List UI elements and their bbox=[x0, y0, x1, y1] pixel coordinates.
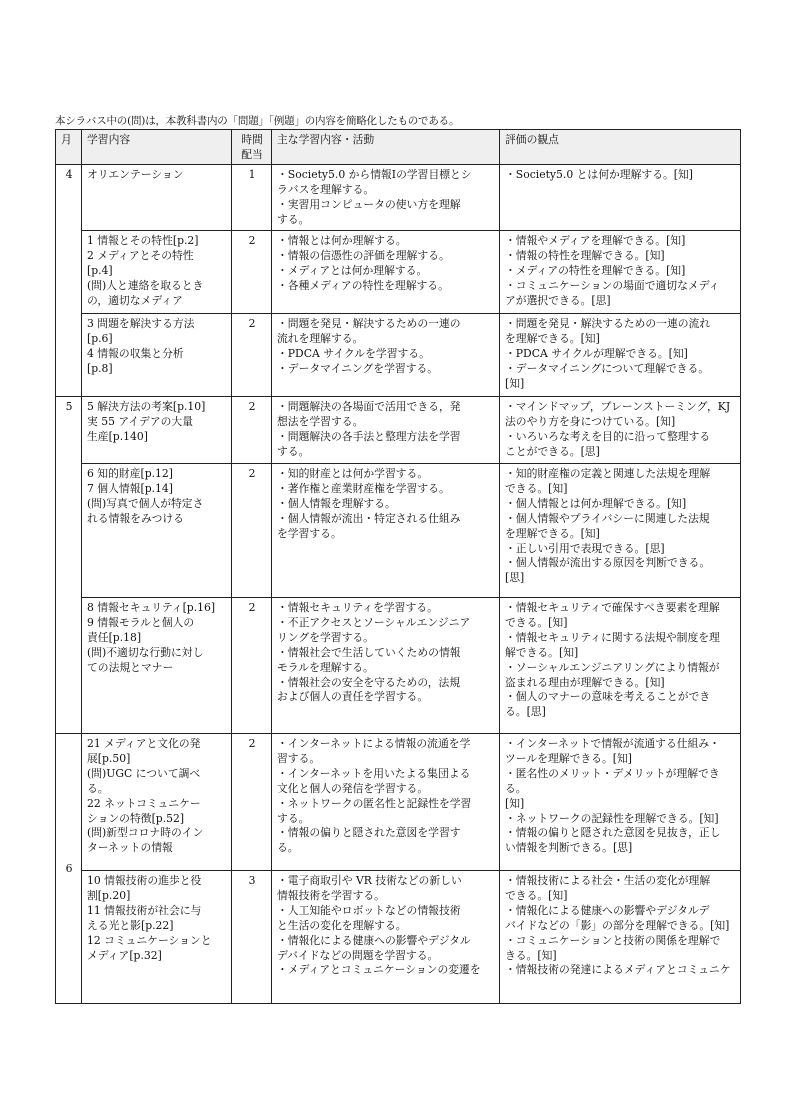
evaluation-cell-line: ・コミュニケーションと技術の関係を理解で bbox=[505, 933, 721, 947]
learning-content-cell-line: 12 コミュニケーションと bbox=[87, 933, 212, 947]
header-row bbox=[56, 130, 741, 165]
activities-cell-line: る。 bbox=[277, 841, 299, 855]
evaluation-cell bbox=[500, 598, 741, 734]
month-cell: 4 bbox=[56, 165, 82, 397]
evaluation-cell-line: る。[思] bbox=[505, 705, 546, 719]
evaluation-cell-line: い情報を判断できる。[思] bbox=[505, 841, 633, 855]
activities-cell-line: する。 bbox=[277, 212, 310, 226]
learning-content-cell-line: 3 問題を解決する方法 bbox=[87, 317, 195, 331]
learning-content-cell-line: 21 メディアと文化の発 bbox=[87, 737, 201, 751]
learning-content-cell-line: 6 知的財産[p.12] bbox=[87, 467, 173, 481]
table-row bbox=[56, 871, 741, 1004]
table-row bbox=[56, 165, 741, 231]
table-row bbox=[56, 397, 741, 464]
evaluation-cell-line: ・ネットワークの記録性を理解できる。[知] bbox=[505, 811, 719, 825]
activities-cell bbox=[272, 231, 500, 314]
learning-content-cell-line: 7 個人情報[p.14] bbox=[87, 482, 173, 496]
evaluation-cell-line: を理解できる。[知] bbox=[505, 526, 600, 540]
learning-content-cell-line: 展[p.50] bbox=[87, 752, 131, 766]
activities-cell-line: 想法を学習する。 bbox=[277, 415, 364, 429]
activities-cell-line: ・知的財産とは何か学習する。 bbox=[277, 467, 429, 481]
evaluation-cell-line: ・情報技術による社会・生活の変化が理解 bbox=[505, 874, 711, 888]
hours-cell: 1 bbox=[232, 165, 272, 231]
activities-cell-line: ・人工知能やロボットなどの情報技術 bbox=[277, 903, 461, 917]
learning-content-cell-line: (問)UGC について調べ bbox=[87, 766, 201, 780]
learning-content-cell-line: 10 情報技術の進歩と役 bbox=[87, 874, 202, 888]
hours-cell: 2 bbox=[232, 734, 272, 871]
learning-content-cell bbox=[82, 464, 232, 598]
learning-content-cell-line: [p.6] bbox=[87, 332, 113, 346]
evaluation-cell bbox=[500, 165, 741, 231]
learning-content-cell bbox=[82, 314, 232, 397]
activities-cell-line: ・PDCA サイクルを学習する。 bbox=[277, 346, 430, 360]
learning-content-cell-line: 4 情報の収集と分析 bbox=[87, 346, 184, 360]
evaluation-cell bbox=[500, 231, 741, 314]
activities-cell-line: ・問題を発見・解決するための一連の bbox=[277, 317, 461, 331]
activities-cell-line: モラルを理解する。 bbox=[277, 660, 374, 674]
header-content: 学習内容 bbox=[82, 130, 232, 165]
evaluation-cell-line: ・問題を発見・解決するための一連の流れ bbox=[505, 317, 711, 331]
hours-cell: 2 bbox=[232, 397, 272, 464]
evaluation-cell-line: [知] bbox=[505, 376, 525, 390]
evaluation-cell-line: ・インターネットで情報が流通する仕組み・ bbox=[505, 737, 720, 751]
evaluation-cell bbox=[500, 464, 741, 598]
table-row bbox=[56, 734, 741, 871]
activities-cell bbox=[272, 464, 500, 598]
activities-cell-line: ・著作権と産業財産権を学習する。 bbox=[277, 482, 450, 496]
header-month: 月 bbox=[56, 130, 82, 165]
syllabus-table bbox=[55, 129, 741, 1004]
learning-content-cell-line: 2 メディアとその特性 bbox=[87, 249, 194, 263]
learning-content-cell-line: [p.4] bbox=[87, 263, 113, 277]
learning-content-cell-line: 5 解決方法の考案[p.10] bbox=[87, 400, 206, 414]
evaluation-cell-line: できる。[知] bbox=[505, 482, 568, 496]
hours-cell: 3 bbox=[232, 871, 272, 1004]
learning-content-cell-line: ての法規とマナー bbox=[87, 660, 174, 674]
activities-cell bbox=[272, 165, 500, 231]
table-row bbox=[56, 464, 741, 598]
activities-cell-line: ・問題解決の各場面で活用できる，発 bbox=[277, 400, 461, 414]
evaluation-cell-line: [思] bbox=[505, 571, 525, 585]
table-row bbox=[56, 314, 741, 397]
evaluation-cell-line: ことができる。[思] bbox=[505, 444, 600, 458]
learning-content-cell-line: 実 55 アイデアの大量 bbox=[87, 415, 194, 429]
activities-cell-line: ・メディアとコミュニケーションの変遷を bbox=[277, 963, 481, 977]
learning-content-cell-line: [p.8] bbox=[87, 361, 113, 375]
evaluation-cell-line: ・正しい引用で表現できる。[思] bbox=[505, 541, 665, 555]
evaluation-cell-line: ・情報やメディアを理解できる。[知] bbox=[505, 234, 686, 248]
evaluation-cell-line: [知] bbox=[505, 796, 525, 810]
learning-content-cell-line: れる情報をみつける bbox=[87, 511, 184, 525]
activities-cell-line: ・情報化による健康への影響やデジタル bbox=[277, 933, 471, 947]
activities-cell bbox=[272, 397, 500, 464]
learning-content-cell bbox=[82, 734, 232, 871]
activities-cell-line: ラバスを理解する。 bbox=[277, 183, 375, 197]
evaluation-cell-line: ・PDCA サイクルが理解できる。[知] bbox=[505, 346, 688, 360]
evaluation-cell-line: ・マインドマップ，ブレーンストーミング，KJ bbox=[505, 400, 731, 414]
activities-cell-line: および個人の責任を学習する。 bbox=[277, 690, 429, 704]
learning-content-cell-line: ションの特徴[p.52] bbox=[87, 811, 185, 825]
activities-cell-line: ・情報とは何か理解する。 bbox=[277, 234, 407, 248]
evaluation-cell bbox=[500, 314, 741, 397]
activities-cell-line: リングを学習する。 bbox=[277, 630, 374, 644]
activities-cell-line: ・インターネットによる情報の流通を学 bbox=[277, 737, 471, 751]
activities-cell-line: と生活の変化を理解する。 bbox=[277, 918, 407, 932]
activities-cell-line: を学習する。 bbox=[277, 526, 342, 540]
activities-cell-line: ・Society5.0 から情報Ⅰの学習目標とシ bbox=[277, 168, 472, 182]
evaluation-cell bbox=[500, 397, 741, 464]
learning-content-cell bbox=[82, 231, 232, 314]
evaluation-cell-line: ・Society5.0 とは何か理解する。[知] bbox=[505, 168, 694, 182]
activities-cell-line: ・ネットワークの匿名性と記録性を学習 bbox=[277, 796, 472, 810]
evaluation-cell-line: ・情報の特性を理解できる。[知] bbox=[505, 249, 665, 263]
hours-cell: 2 bbox=[232, 464, 272, 598]
evaluation-cell-line: ・匿名性のメリット・デメリットが理解できる。 bbox=[505, 766, 720, 795]
learning-content-cell-line: 1 情報とその特性[p.2] bbox=[87, 234, 199, 248]
activities-cell bbox=[272, 734, 500, 871]
activities-cell-line: 文化と個人の発信を学習する。 bbox=[277, 781, 429, 795]
header-evaluation: 評価の観点 bbox=[500, 130, 741, 165]
learning-content-cell bbox=[82, 165, 232, 231]
evaluation-cell-line: バイドなどの「影」の部分を理解できる。[知] bbox=[505, 918, 730, 932]
activities-cell-line: ・各種メディアの特性を理解する。 bbox=[277, 278, 449, 292]
learning-content-cell-line: オリエンテーション bbox=[87, 168, 184, 182]
evaluation-cell bbox=[500, 734, 741, 871]
evaluation-cell-line: できる。[知] bbox=[505, 889, 568, 903]
evaluation-cell-line: ・情報化による健康への影響やデジタルデ bbox=[505, 903, 710, 917]
header-activities: 主な学習内容・活動 bbox=[272, 130, 500, 165]
learning-content-cell-line: (問)不適切な行動に対し bbox=[87, 645, 204, 659]
activities-cell-line: ・問題解決の各手法と整理方法を学習 bbox=[277, 429, 461, 443]
learning-content-cell-line: 9 情報モラルと個人の bbox=[87, 616, 195, 630]
learning-content-cell-line: える光と影[p.22] bbox=[87, 918, 174, 932]
learning-content-cell bbox=[82, 871, 232, 1004]
learning-content-cell-line: る。 bbox=[87, 781, 109, 795]
activities-cell-line: 習する。 bbox=[277, 752, 321, 766]
learning-content-cell-line: 生産[p.140] bbox=[87, 429, 148, 443]
evaluation-cell bbox=[500, 871, 741, 1004]
activities-cell bbox=[272, 871, 500, 1004]
hours-cell: 2 bbox=[232, 314, 272, 397]
activities-cell-line: ・情報の信憑性の評価を理解する。 bbox=[277, 249, 450, 263]
learning-content-cell bbox=[82, 598, 232, 734]
activities-cell-line: ・電子商取引や VR 技術などの新しい bbox=[277, 874, 462, 888]
learning-content-cell-line: (問)新型コロナ時のイン bbox=[87, 826, 204, 840]
evaluation-cell-line: ・情報セキュリティに関する法規や制度を理 bbox=[505, 630, 720, 644]
evaluation-cell-line: 解できる。[知] bbox=[505, 645, 579, 659]
learning-content-cell-line: 責任[p.18] bbox=[87, 630, 142, 644]
evaluation-cell-line: ・個人情報が流出する原因を判断できる。 bbox=[505, 556, 711, 570]
activities-cell bbox=[272, 314, 500, 397]
learning-content-cell-line: 割[p.20] bbox=[87, 889, 131, 903]
learning-content-cell bbox=[82, 397, 232, 464]
table-row bbox=[56, 598, 741, 734]
evaluation-cell-line: ・個人情報やプライバシーに関連した法規 bbox=[505, 511, 710, 525]
evaluation-cell-line: ・いろいろな考えを目的に沿って整理する bbox=[505, 429, 711, 443]
hours-cell: 2 bbox=[232, 231, 272, 314]
activities-cell-line: する。 bbox=[277, 811, 310, 825]
activities-cell-line: 情報技術を学習する。 bbox=[277, 889, 385, 903]
evaluation-cell-line: ツールを理解できる。[知] bbox=[505, 752, 632, 766]
activities-cell-line: ・メディアとは何か理解する。 bbox=[277, 263, 428, 277]
syllabus-note: 本シラバス中の(問)は，本教科書内の「問題」「例題」の内容を簡略化したものである。 bbox=[55, 115, 460, 127]
learning-content-cell-line: の，適切なメディア bbox=[87, 293, 183, 307]
evaluation-cell-line: アが選択できる。[思] bbox=[505, 293, 611, 307]
evaluation-cell-line: ・ソーシャルエンジニアリングにより情報が bbox=[505, 660, 720, 674]
learning-content-cell-line: 22 ネットコミュニケー bbox=[87, 796, 201, 810]
month-cell: 5 bbox=[56, 397, 82, 734]
evaluation-cell-line: ・情報セキュリティで確保すべき要素を理解 bbox=[505, 601, 720, 615]
evaluation-cell-line: ・情報技術の発達によるメディアとコミュニケ bbox=[505, 963, 731, 977]
evaluation-cell-line: 盗まれる理由が理解できる。[知] bbox=[505, 675, 665, 689]
activities-cell-line: ・データマイニングを学習する。 bbox=[277, 361, 439, 375]
learning-content-cell-line: 11 情報技術が社会に与 bbox=[87, 903, 202, 917]
activities-cell-line: ・インターネットを用いたよる集団よる bbox=[277, 766, 471, 780]
activities-cell-line: ・個人情報が流出・特定される仕組み bbox=[277, 511, 461, 525]
hours-cell: 2 bbox=[232, 598, 272, 734]
header-hours: 時間 配当 bbox=[232, 130, 272, 165]
learning-content-cell-line: メディア[p.32] bbox=[87, 948, 162, 962]
table-row bbox=[56, 231, 741, 314]
evaluation-cell-line: ・コミュニケーションの場面で適切なメディ bbox=[505, 278, 720, 292]
evaluation-cell-line: 法のやり方を身につけている。[知] bbox=[505, 415, 676, 429]
learning-content-cell-line: (問)写真で個人が特定さ bbox=[87, 496, 204, 510]
activities-cell-line: ・実習用コンピュータの使い方を理解 bbox=[277, 197, 461, 211]
evaluation-cell-line: できる。[知] bbox=[505, 616, 568, 630]
learning-content-cell-line: ターネットの情報 bbox=[87, 841, 173, 855]
activities-cell-line: する。 bbox=[277, 444, 310, 458]
evaluation-cell-line: ・メディアの特性を理解できる。[知] bbox=[505, 263, 686, 277]
evaluation-cell-line: ・個人のマナーの意味を考えることができ bbox=[505, 690, 711, 704]
evaluation-cell-line: きる。[知] bbox=[505, 948, 557, 962]
evaluation-cell-line: ・知的財産権の定義と関連した法規を理解 bbox=[505, 467, 711, 481]
activities-cell-line: ・情報セキュリティを学習する。 bbox=[277, 601, 438, 615]
activities-cell-line: ・情報の偏りと隠された意図を学習す bbox=[277, 826, 461, 840]
learning-content-cell-line: (問)人と連絡を取るとき bbox=[87, 278, 204, 292]
activities-cell-line: ・個人情報を理解する。 bbox=[277, 496, 396, 510]
activities-cell-line: ・不正アクセスとソーシャルエンジニア bbox=[277, 616, 471, 630]
evaluation-cell-line: ・情報の偏りと隠された意図を見抜き，正し bbox=[505, 826, 721, 840]
activities-cell-line: ・情報社会の安全を守るための，法規 bbox=[277, 675, 461, 689]
evaluation-cell-line: ・データマイニングについて理解できる。 bbox=[505, 361, 710, 375]
learning-content-cell-line: 8 情報セキュリティ[p.16] bbox=[87, 601, 216, 615]
activities-cell-line: ・情報社会で生活していくための情報 bbox=[277, 645, 461, 659]
activities-cell bbox=[272, 598, 500, 734]
activities-cell-line: 流れを理解する。 bbox=[277, 332, 364, 346]
activities-cell-line: デバイドなどの問題を学習する。 bbox=[277, 948, 439, 962]
evaluation-cell-line: を理解できる。[知] bbox=[505, 332, 600, 346]
evaluation-cell-line: ・個人情報とは何か理解できる。[知] bbox=[505, 496, 687, 510]
month-cell: 6 bbox=[56, 734, 82, 1004]
